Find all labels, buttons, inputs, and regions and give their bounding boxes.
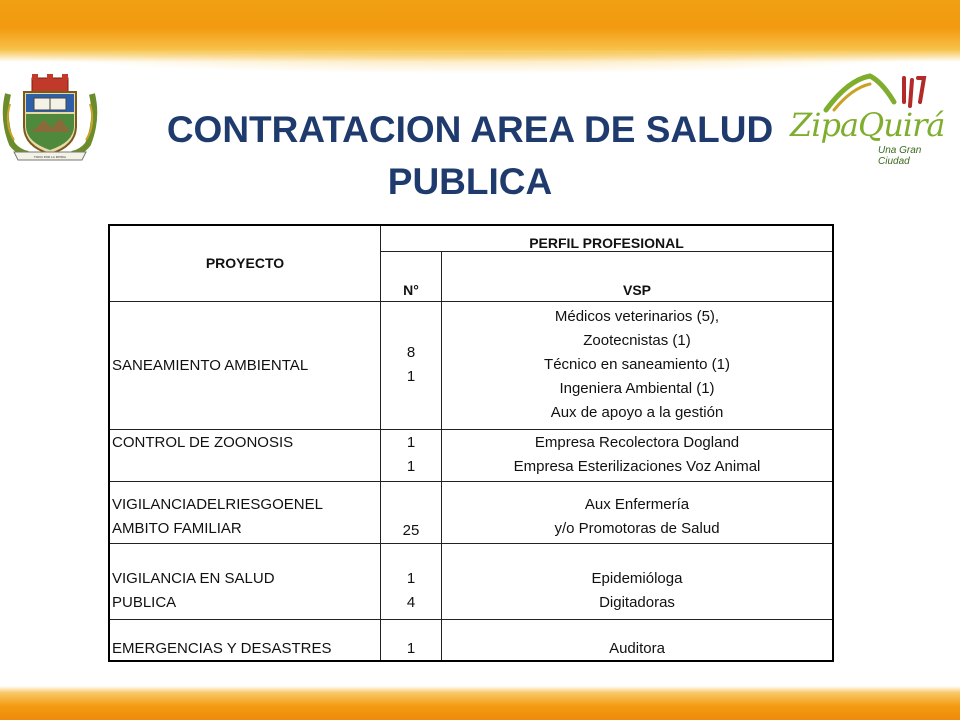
numero-value: 1 (406, 458, 416, 475)
numero-cell (381, 481, 442, 543)
table-row (109, 481, 833, 543)
proyecto-name: EMERGENCIAS Y DESASTRES (112, 640, 332, 657)
perfil-item: Auditora (609, 640, 665, 657)
brand-tagline: Una Gran Ciudad (878, 145, 922, 167)
proyecto-name: PUBLICA (112, 593, 177, 611)
proyecto-word: VIGILANCIA (112, 495, 197, 513)
header-proyecto: PROYECTO (109, 225, 381, 301)
municipal-crest-icon (0, 74, 100, 162)
proyecto-cell (109, 619, 381, 661)
proyecto-word: EN (283, 495, 305, 513)
proyecto-name: SANEAMIENTO AMBIENTAL (112, 356, 309, 374)
perfil-item: Aux de apoyo a la gestión (550, 404, 724, 421)
numero-value: 1 (406, 434, 416, 451)
perfil-item: Empresa Esterilizaciones Voz Animal (513, 458, 761, 475)
perfil-item: Zootecnistas (1) (583, 332, 691, 349)
perfil-item: Empresa Recolectora Dogland (534, 434, 740, 451)
proyecto-word: RIESGO (225, 495, 284, 513)
proyecto-name (112, 493, 380, 517)
perfil-cell (442, 619, 834, 661)
numero-value: 1 (406, 640, 416, 657)
header-numero: N° (381, 251, 442, 301)
crest-caption: TODO POR LA PATRIA (33, 155, 67, 159)
perfil-item: Digitadoras (599, 593, 675, 611)
perfil-cell (442, 481, 834, 543)
proyecto-cell (109, 301, 381, 429)
proyecto-name: AMBITO FAMILIAR (112, 519, 242, 537)
perfil-item: Aux Enfermería (584, 495, 690, 513)
numero-cell (381, 429, 442, 481)
numero-value: 8 (406, 344, 416, 361)
perfil-item: Ingeniera Ambiental (1) (559, 380, 715, 397)
perfil-cell (442, 301, 834, 429)
numero-value: 4 (406, 593, 416, 611)
proyecto-cell (109, 543, 381, 619)
perfil-cell (442, 543, 834, 619)
zipaquira-logo (786, 72, 950, 167)
perfil-item: Técnico en saneamiento (1) (544, 356, 730, 373)
perfil-cell (442, 429, 834, 481)
proyecto-cell (109, 429, 381, 481)
perfil-item: Epidemióloga (591, 569, 683, 587)
page-title (150, 104, 790, 208)
numero-value: 25 (402, 521, 420, 539)
page-title-line-1: CONTRATACION AREA DE SALUD (166, 109, 774, 150)
contracting-table (108, 224, 834, 662)
brand-wordmark: ZipaQuirá (790, 106, 945, 144)
proyecto-word: EL (304, 495, 323, 513)
numero-cell (381, 543, 442, 619)
table-row (109, 543, 833, 619)
table-row (109, 429, 833, 481)
numero-cell (381, 301, 442, 429)
proyecto-word: DEL (196, 495, 226, 513)
page-title-line-2: PUBLICA (387, 161, 553, 202)
proyecto-name: CONTROL DE ZOONOSIS (112, 433, 294, 451)
numero-cell (381, 619, 442, 661)
table-row (109, 301, 833, 429)
header-vsp: VSP (442, 251, 834, 301)
numero-value: 1 (406, 569, 416, 587)
numero-value: 1 (406, 368, 416, 385)
table-row (109, 619, 833, 661)
top-decorative-band (0, 0, 960, 62)
perfil-item: Médicos veterinarios (5), (554, 308, 720, 325)
perfil-item: y/o Promotoras de Salud (554, 519, 720, 537)
bottom-decorative-band (0, 686, 960, 720)
proyecto-cell (109, 481, 381, 543)
header-perfil-profesional: PERFIL PROFESIONAL (381, 225, 834, 251)
proyecto-name: VIGILANCIA EN SALUD (112, 569, 275, 587)
